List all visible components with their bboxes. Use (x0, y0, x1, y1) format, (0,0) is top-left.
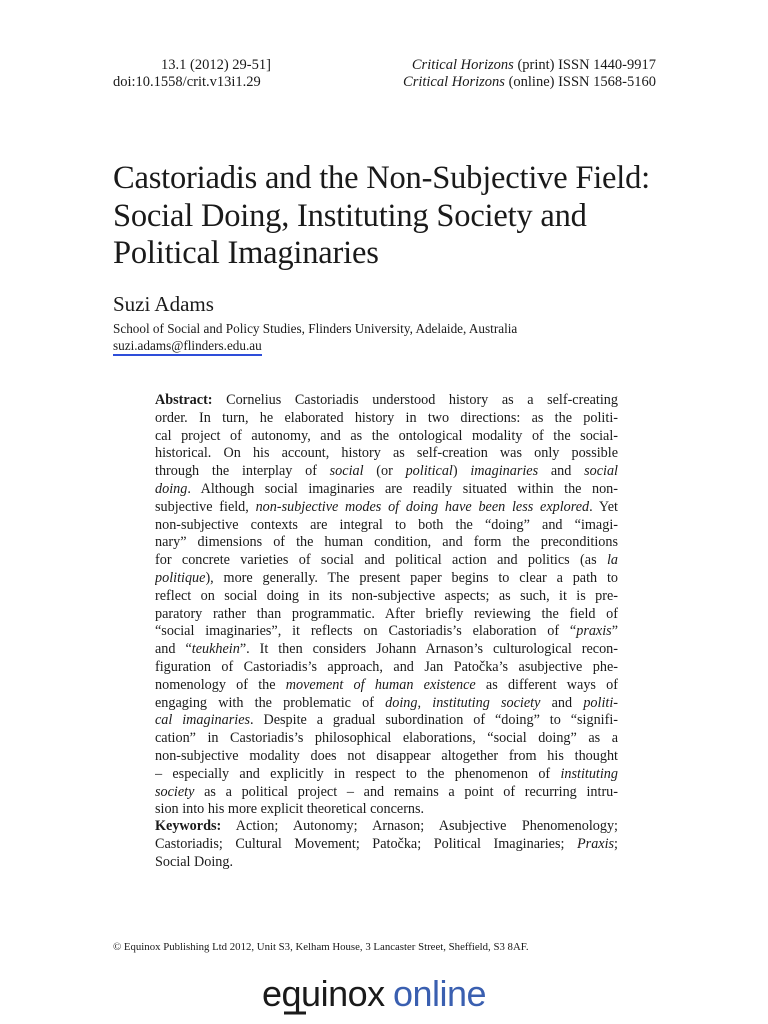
abstract-emphasis: society (155, 783, 195, 800)
abstract-line (155, 517, 618, 535)
abstract-emphasis: cal imaginaries (155, 712, 251, 729)
abstract-line (155, 623, 618, 641)
citation: 13.1 (2012) 29-51] (161, 57, 271, 73)
logo-text-online: online (393, 973, 487, 1014)
abstract-label: Abstract: (155, 392, 213, 408)
abstract-emphasis: praxis (576, 623, 612, 640)
title-line: Political Imaginaries (113, 235, 379, 271)
abstract-text: nomenology of the (155, 676, 286, 693)
abstract-text: reflect on social doing in its non-subjective aspects; as such, it is pre- (155, 587, 618, 604)
doi: doi:10.1558/crit.v13i1.29 (113, 74, 261, 90)
abstract-emphasis: instituting (560, 765, 618, 782)
paper-title (113, 160, 673, 273)
abstract-text: figuration of Castoriadis’s approach, and Jan Patočka’s asubjective phe- (155, 658, 618, 675)
abstract-line (155, 428, 618, 446)
abstract-line (155, 499, 618, 517)
equinox-online-logo[interactable] (262, 972, 512, 1018)
abstract-text: ” (611, 623, 618, 640)
abstract-emphasis: instituting society (432, 694, 541, 711)
header-row-2 (113, 74, 656, 91)
abstract-text: and “ (155, 641, 192, 658)
abstract-line (155, 748, 618, 766)
abstract-text: ”. It then considers Johann Arnason’s culturological recon- (239, 641, 618, 658)
keywords-text: Castoriadis; Cultural Movement; Patočka; Political Imaginaries; (155, 835, 577, 852)
abstract-emphasis: politi- (583, 694, 618, 711)
author-affiliation: School of Social and Policy Studies, Flinders University, Adelaide, Australia (113, 321, 518, 336)
abstract-text: . Despite a gradual subordination of “doing” to “signifi- (250, 712, 618, 729)
abstract-text: engaging with the problematic of (155, 694, 386, 711)
journal-name: Critical Horizons (411, 57, 514, 73)
abstract-line (155, 801, 618, 819)
abstract-line (155, 641, 618, 659)
abstract-text: ), more generally. The present paper begins to clear a path to (205, 569, 618, 586)
abstract-emphasis: social (584, 463, 618, 480)
keywords (155, 818, 618, 871)
abstract-text: nary” dimensions of the human condition, and form the preconditions (155, 534, 618, 551)
keywords-emphasis: Praxis (577, 835, 615, 852)
keywords-label: Keywords: (155, 818, 222, 834)
print-issn-text: (print) ISSN 1440-9917 (513, 57, 656, 73)
abstract-line (155, 410, 618, 428)
abstract-text: cation” in Castoriadis’s philosophical elaborations, “social doing” as a (155, 730, 618, 747)
abstract-emphasis: politique (155, 569, 206, 586)
abstract-text: . Yet (589, 498, 618, 515)
abstract-line (155, 588, 618, 606)
abstract-text: subjective field, (155, 498, 256, 515)
abstract-line (155, 784, 618, 802)
abstract-line (155, 766, 618, 784)
abstract-emphasis: la (606, 552, 618, 569)
abstract-text: (or (363, 463, 406, 480)
keywords-line (155, 818, 618, 836)
abstract-text: non-subjective contexts are integral to both the “doing” and “imagi- (155, 516, 618, 533)
print-issn (412, 57, 656, 74)
title-line: Social Doing, Instituting Society and (113, 197, 587, 234)
abstract-text: cal project of autonomy, and as the ontological modality of the social- (155, 427, 618, 444)
abstract-emphasis: teukhein (191, 641, 240, 658)
keywords-text: Action; Autonomy; Arnason; Asubjective Phenomenology; (221, 818, 618, 834)
abstract-text: – especially and explicitly in respect to the phenomenon of (155, 765, 561, 782)
abstract-line (155, 463, 618, 481)
abstract-line (155, 606, 618, 624)
abstract-line (155, 552, 618, 570)
title-line: Castoriadis and the Non-Subjective Field: (113, 160, 650, 196)
abstract-text: and (538, 463, 585, 480)
abstract-line (155, 677, 618, 695)
abstract-emphasis: movement of human existence (285, 676, 476, 693)
abstract-text: for concrete varieties of social and political action and politics (as (155, 552, 607, 569)
logo-text-equinox: equinox (262, 973, 385, 1014)
keywords-text: Social Doing. (155, 853, 234, 870)
abstract-text: as a political project – and remains a point of recurring intru- (194, 783, 618, 800)
abstract-emphasis: political (405, 463, 453, 480)
abstract-text: historical. On his account, history as self-creation was only possible (155, 445, 618, 462)
abstract-text: as different ways of (475, 676, 618, 693)
abstract-line (155, 392, 618, 410)
abstract-line (155, 712, 618, 730)
abstract-text: and (540, 694, 584, 711)
author-name: Suzi Adams (113, 292, 214, 316)
keywords-line (155, 854, 618, 872)
abstract-line (155, 570, 618, 588)
abstract-emphasis: social (329, 463, 364, 480)
abstract-line (155, 695, 618, 713)
email-wrapper (113, 337, 262, 355)
abstract-line (155, 659, 618, 677)
abstract-emphasis: doing (155, 480, 188, 497)
keywords-text: ; (614, 835, 618, 852)
journal-name: Critical Horizons (403, 74, 505, 90)
abstract-text: sion into his more explicit theoretical concerns. (155, 801, 425, 818)
abstract-text: non-subjective modality does not disappear altogether from his thought (155, 747, 618, 764)
author-email-link[interactable]: suzi.adams@flinders.edu.au (113, 338, 262, 356)
keywords-line (155, 836, 618, 854)
copyright-notice: © Equinox Publishing Ltd 2012, Unit S3, Kelham House, 3 Lancaster Street, Sheffield, S3 8AF. (113, 941, 529, 953)
journal-header (113, 57, 656, 91)
abstract-line (155, 534, 618, 552)
abstract-text: Cornelius Castoriadis understood history as a self-creating (212, 392, 618, 408)
abstract-emphasis: imaginaries (470, 463, 539, 480)
abstract-line (155, 481, 618, 499)
abstract-line (155, 730, 618, 748)
abstract-text: , (417, 694, 433, 711)
abstract-line (155, 445, 618, 463)
abstract-emphasis: doing (385, 694, 418, 711)
abstract-text: ) (452, 463, 471, 480)
abstract (155, 392, 618, 819)
abstract-text: paratory rather than programmatic. After briefly reviewing the field of (155, 605, 618, 622)
online-issn (403, 74, 656, 91)
abstract-text: order. In turn, he elaborated history in two directions: as the politi- (155, 409, 618, 426)
abstract-text: . Although social imaginaries are readily situated within the non- (187, 480, 618, 497)
online-issn-text: (online) ISSN 1568-5160 (504, 74, 656, 90)
abstract-emphasis: non-subjective modes of doing have been less explored (255, 498, 590, 515)
header-row-1 (113, 57, 656, 74)
abstract-text: “social imaginaries”, it reflects on Castoriadis’s elaboration of “ (155, 623, 577, 640)
abstract-text: through the interplay of (155, 463, 330, 480)
